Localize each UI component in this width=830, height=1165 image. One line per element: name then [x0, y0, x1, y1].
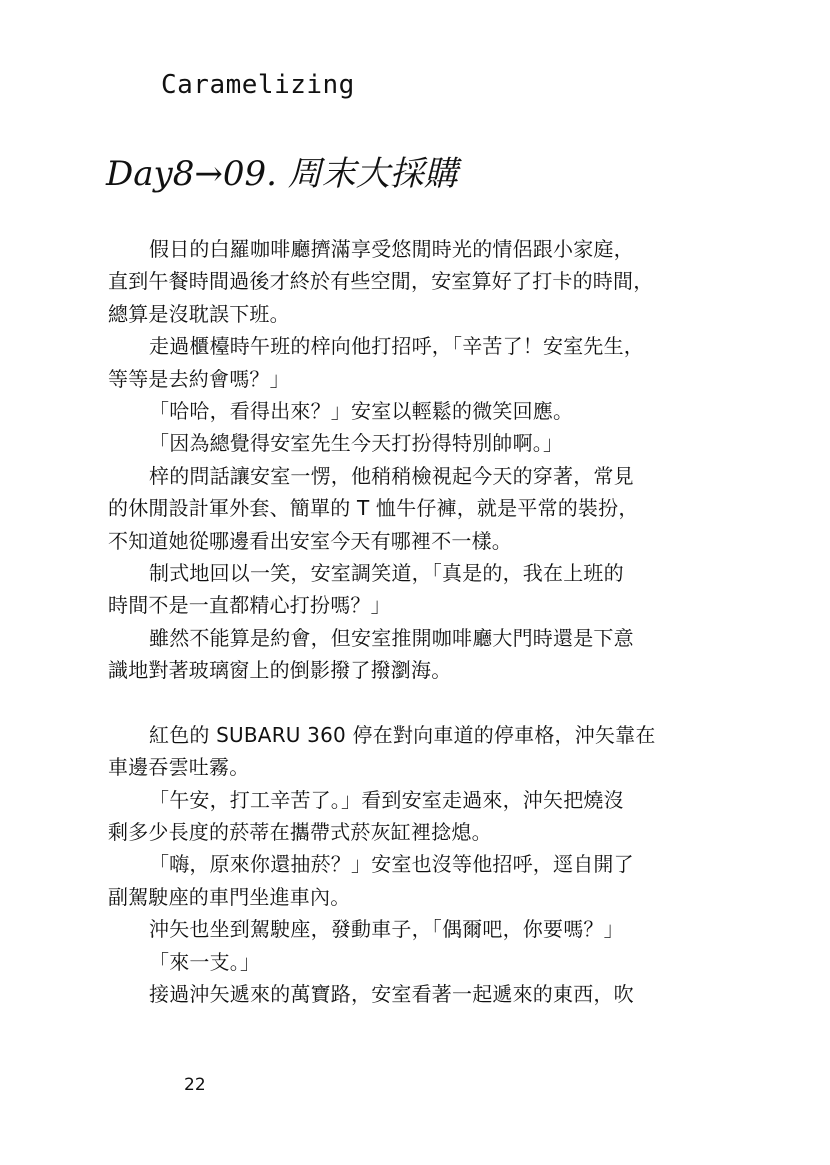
- text-line: 「午安，打工辛苦了。」看到安室走過來，沖矢把燒沒: [149, 787, 624, 812]
- text-line: 副駕駛座的車門坐進車內。: [108, 884, 351, 909]
- text-line: 「來一支。」: [149, 949, 261, 974]
- text-line: 識地對著玻璃窗上的倒影撥了撥瀏海。: [108, 658, 452, 683]
- text-line: 沖矢也坐到駕駛座，發動車子，「偶爾吧，你要嗎？」: [149, 917, 624, 942]
- page-number: 22: [184, 1075, 206, 1095]
- text-line: 「因為總覺得安室先生今天打扮得特別帥啊。」: [149, 431, 564, 456]
- text-line: 直到午餐時間過後才終於有些空閒，安室算好了打卡的時間，: [108, 269, 654, 294]
- text-line: 剩多少長度的菸蒂在攜帶式菸灰缸裡捻熄。: [108, 820, 492, 845]
- text-line: 的休閒設計軍外套、簡單的 T 恤牛仔褲，就是平常的裝扮，: [108, 496, 639, 521]
- text-line: 時間不是一直都精心打扮嗎？」: [108, 593, 391, 618]
- text-line: 走過櫃檯時午班的梓向他打招呼，「辛苦了！安室先生，: [149, 334, 644, 359]
- text-line: 接過沖矢遞來的萬寶路，安室看著一起遞來的東西，吹: [149, 981, 634, 1006]
- text-line: 「嗨，原來你還抽菸？」安室也沒等他招呼，逕自開了: [149, 852, 634, 877]
- running-header: Caramelizing: [161, 70, 355, 100]
- body-text: [108, 233, 668, 1010]
- text-line: 「哈哈，看得出來？」安室以輕鬆的微笑回應。: [149, 398, 574, 423]
- chapter-title: Day8→09. 周末大採購: [106, 154, 458, 194]
- text-line: 總算是沒耽誤下班。: [108, 301, 290, 326]
- text-line: 梓的問話讓安室一愣，他稍稍檢視起今天的穿著，常見: [149, 463, 634, 488]
- text-line: 等等是去約會嗎？」: [108, 366, 290, 391]
- text-line: 雖然不能算是約會，但安室推開咖啡廳大門時還是下意: [149, 625, 634, 650]
- blank-line: [108, 686, 668, 718]
- text-line: 車邊吞雲吐霧。: [108, 755, 250, 780]
- text-line: 紅色的 SUBARU 360 停在對向車道的停車格，沖矢靠在: [149, 722, 656, 747]
- text-line: 假日的白羅咖啡廳擠滿享受悠閒時光的情侶跟小家庭，: [149, 237, 634, 261]
- text-line: 制式地回以一笑，安室調笑道，「真是的，我在上班的: [149, 560, 624, 585]
- text-line: 不知道她從哪邊看出安室今天有哪裡不一樣。: [108, 528, 512, 553]
